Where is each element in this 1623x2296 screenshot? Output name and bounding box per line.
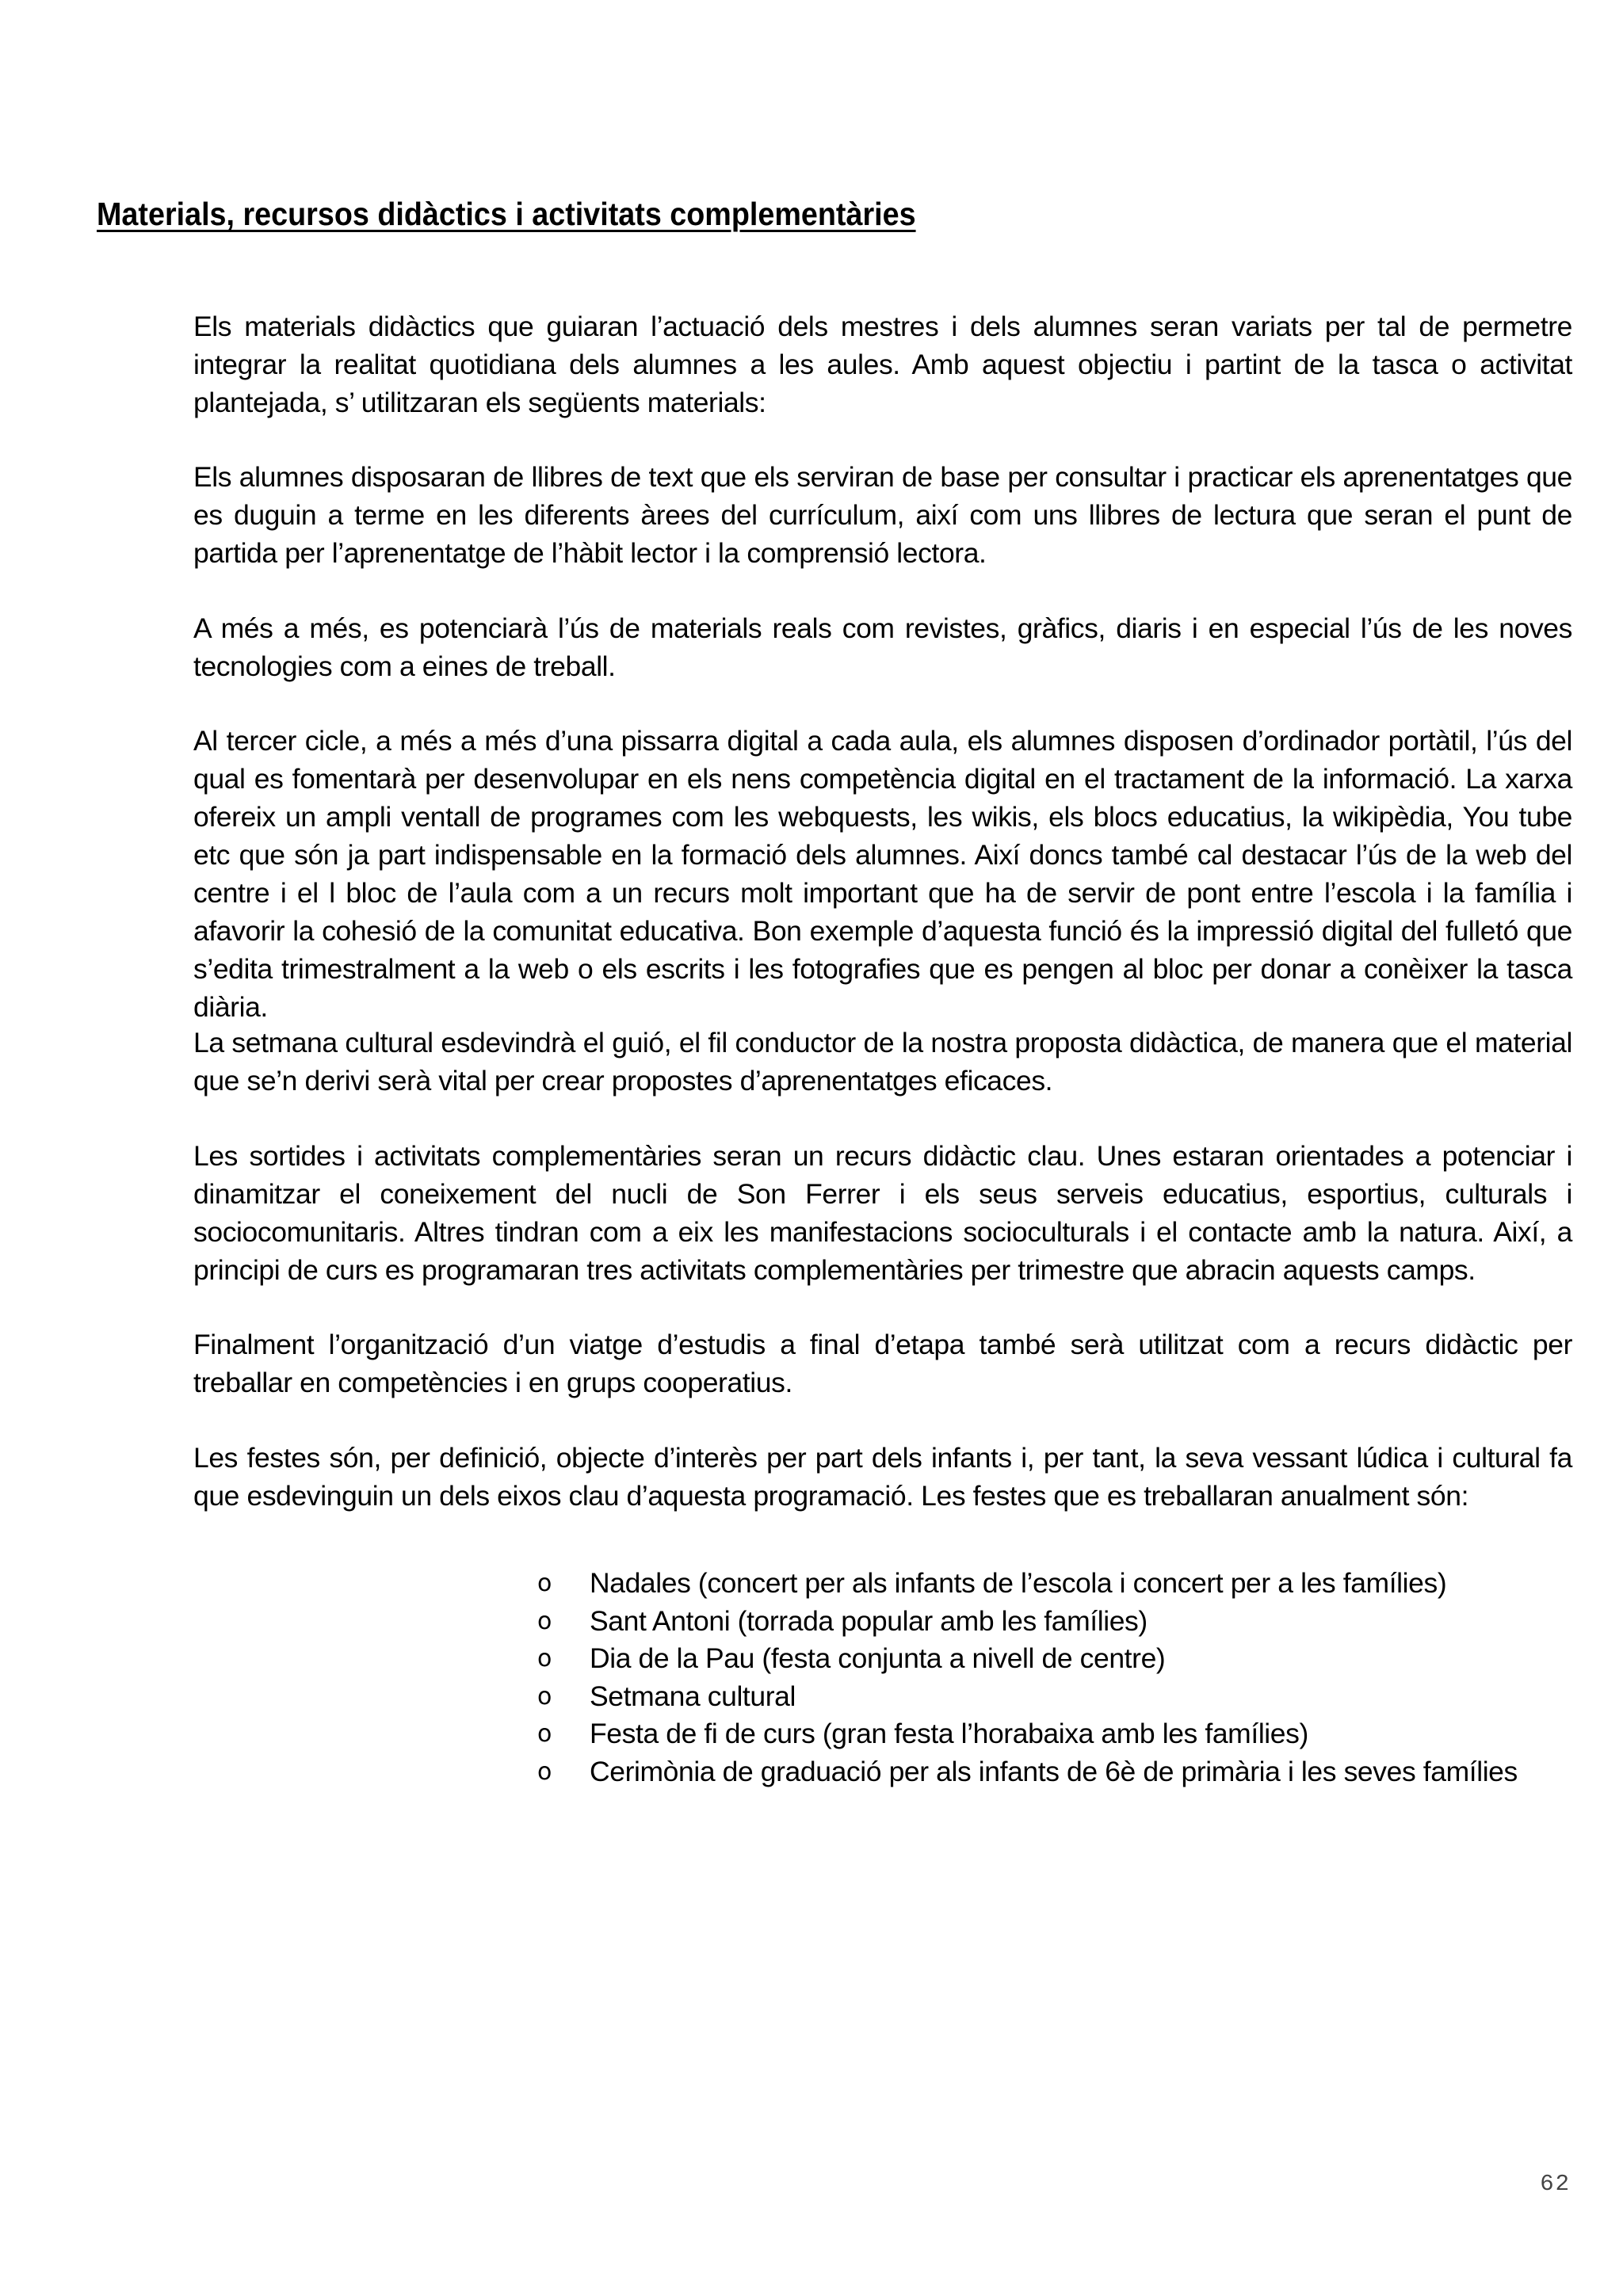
paragraph-festes: Les festes són, per definició, objecte d’interès per part dels infants i, per tant, la seva vessant lúdica i cultural fa que esdevinguin un dels eixos clau d’aquesta programació. Les festes que es treballaran anualment són:	[193, 1442, 1572, 1512]
paragraph-materials-intro: Els materials didàctics que guiaran l’actuació dels mestres i dels alumnes seran variats per tal de permetre integrar la realitat quotidiana dels alumnes a les aules. Amb aquest objectiu i partint de la tasca o activitat plantejada, s’ utilitzaran els següents materials:	[193, 311, 1572, 418]
bullet-circle-icon: o	[537, 1682, 552, 1711]
list-item	[537, 1715, 1518, 1753]
bullet-circle-icon: o	[537, 1645, 552, 1672]
bullet-circle-icon: o	[537, 1720, 552, 1748]
bullet-circle-icon: o	[537, 1607, 552, 1635]
list-item-text: Festa de fi de curs (gran festa l’horabaixa amb les famílies)	[590, 1718, 1308, 1749]
section-heading: Materials, recursos didàctics i activitats complementàries	[97, 196, 916, 232]
bullet-circle-icon: o	[537, 1757, 552, 1786]
list-item	[537, 1678, 1518, 1716]
list-item	[537, 1565, 1518, 1603]
paragraph-sortides: Les sortides i activitats complementàries seran un recurs didàctic clau. Unes estaran orientades a potenciar i dinamitzar el coneixement del nucli de Son Ferrer i els seus serveis educatius, esportius, culturals i sociocomunitaris. Altres tindran com a eix les manifestacions socioculturals i el contacte amb la natura. Així, a principi de curs es programaran tres activitats complementàries per trimestre que abracin aquests camps.	[193, 1140, 1572, 1286]
list-item-text: Setmana cultural	[590, 1680, 796, 1712]
bullet-circle-icon: o	[537, 1569, 552, 1597]
festes-list	[537, 1565, 1518, 1791]
list-item-text: Nadales (concert per als infants de l’escola i concert per a les famílies)	[590, 1567, 1447, 1599]
paragraph-setmana-cultural: La setmana cultural esdevindrà el guió, el fil conductor de la nostra proposta didàctica, de manera que el material que se’n derivi serà vital per crear propostes d’aprenentatges eficaces.	[193, 1027, 1572, 1097]
list-item	[537, 1603, 1518, 1641]
list-item-text: Sant Antoni (torrada popular amb les famílies)	[590, 1604, 1148, 1637]
list-item-text: Dia de la Pau (festa conjunta a nivell de centre)	[590, 1642, 1166, 1674]
paragraph-tercer-cicle: Al tercer cicle, a més a més d’una pissarra digital a cada aula, els alumnes disposen d’ordinador portàtil, l’ús del qual es fomentarà per desenvolupar en els nens competència digital en el tractament de la informació. La xarxa ofereix un ampli ventall de programes com les webquests, les wikis, els blocs educatius, la wikipèdia, You tube etc que són ja part indispensable en la formació dels alumnes. Així doncs també cal destacar l’ús de la web del centre i el l bloc de l’aula com a un recurs molt important que ha de servir de pont entre l’escola i la família i afavorir la cohesió de la comunitat educativa. Bon exemple d’aquesta funció és la impressió digital del fulletó que s’edita trimestralment a la web o els escrits i les fotografies que es pengen al bloc per donar a conèixer la tasca diària.	[193, 725, 1572, 1023]
paragraph-viatge-estudis: Finalment l’organització d’un viatge d’estudis a final d’etapa també serà utilitzat com a recurs didàctic per treballar en competències i en grups cooperatius.	[193, 1329, 1572, 1398]
paragraph-llibres-de-text: Els alumnes disposaran de llibres de text que els serviran de base per consultar i practicar els aprenentatges que es duguin a terme en les diferents àrees del currículum, així com uns llibres de lectura que seran el punt de partida per l’aprenentatge de l’hàbit lector i la comprensió lectora.	[193, 461, 1572, 569]
paragraph-materials-reals: A més a més, es potenciarà l’ús de materials reals com revistes, gràfics, diaris i en especial l’ús de les noves tecnologies com a eines de treball.	[193, 612, 1572, 682]
page-number: 62	[1540, 2171, 1571, 2197]
list-item	[537, 1640, 1518, 1678]
list-item	[537, 1753, 1518, 1791]
list-item-text: Cerimònia de graduació per als infants de 6è de primària i les seves famílies	[590, 1755, 1518, 1787]
